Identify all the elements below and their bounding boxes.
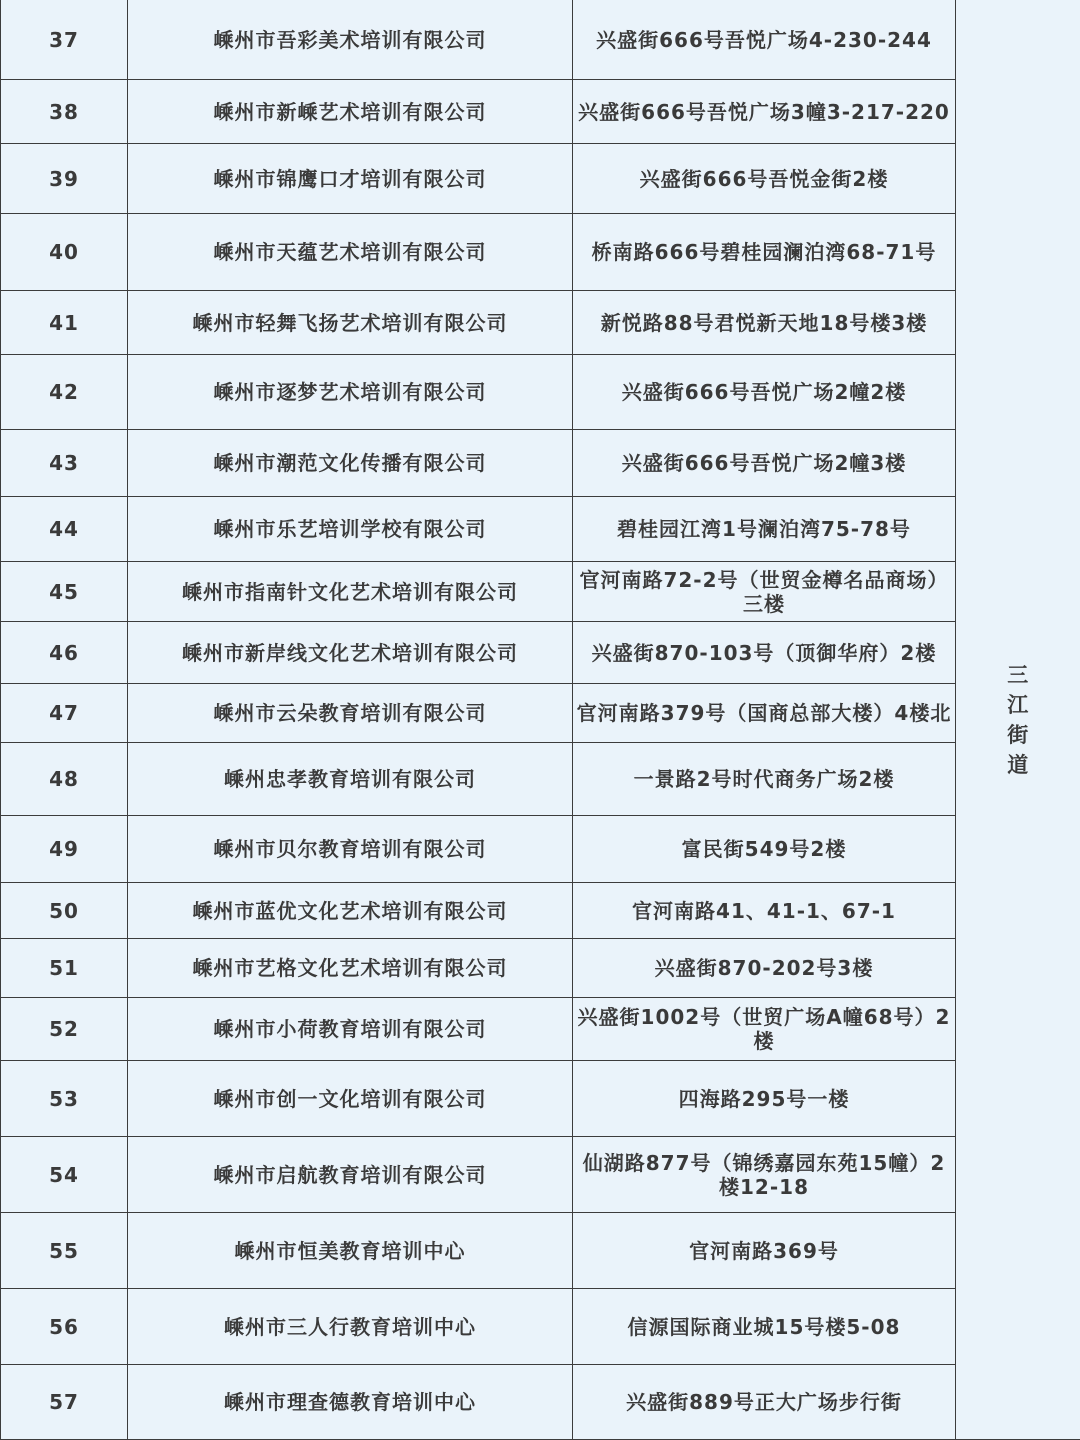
table-row xyxy=(1,998,1080,1061)
institution-name: 嵊州市三人行教育培训中心 xyxy=(128,1289,573,1365)
institution-address: 兴盛街666号吾悦广场2幢2楼 xyxy=(573,355,956,430)
table-row xyxy=(1,214,1080,291)
row-number: 52 xyxy=(1,998,128,1061)
table-row xyxy=(1,684,1080,743)
institution-name: 嵊州市恒美教育培训中心 xyxy=(128,1213,573,1289)
row-number: 38 xyxy=(1,80,128,144)
institution-name: 嵊州市潮范文化传播有限公司 xyxy=(128,430,573,497)
row-number: 51 xyxy=(1,939,128,998)
row-number: 40 xyxy=(1,214,128,291)
institution-name: 嵊州市贝尔教育培训有限公司 xyxy=(128,816,573,883)
row-number: 43 xyxy=(1,430,128,497)
table-row xyxy=(1,1213,1080,1289)
table-row xyxy=(1,883,1080,939)
row-number: 55 xyxy=(1,1213,128,1289)
row-number: 50 xyxy=(1,883,128,939)
institution-address: 信源国际商业城15号楼5-08 xyxy=(573,1289,956,1365)
institution-name: 嵊州市创一文化培训有限公司 xyxy=(128,1061,573,1137)
institution-name: 嵊州市吾彩美术培训有限公司 xyxy=(128,0,573,80)
institution-address: 兴盛街666号吾悦金街2楼 xyxy=(573,144,956,214)
institution-name: 嵊州市理查德教育培训中心 xyxy=(128,1365,573,1440)
institution-address: 兴盛街666号吾悦广场4-230-244 xyxy=(573,0,956,80)
institution-address: 兴盛街1002号（世贸广场A幢68号）2楼 xyxy=(573,998,956,1061)
table-row xyxy=(1,1289,1080,1365)
table-row xyxy=(1,562,1080,622)
table-row xyxy=(1,497,1080,562)
row-number: 39 xyxy=(1,144,128,214)
institution-name: 嵊州市云朵教育培训有限公司 xyxy=(128,684,573,743)
institution-address: 碧桂园江湾1号澜泊湾75-78号 xyxy=(573,497,956,562)
table-row xyxy=(1,144,1080,214)
institution-name: 嵊州市锦鹰口才培训有限公司 xyxy=(128,144,573,214)
row-number: 37 xyxy=(1,0,128,80)
institution-name: 嵊州市小荷教育培训有限公司 xyxy=(128,998,573,1061)
institution-name: 嵊州市新嵊艺术培训有限公司 xyxy=(128,80,573,144)
institution-address: 桥南路666号碧桂园澜泊湾68-71号 xyxy=(573,214,956,291)
row-number: 48 xyxy=(1,743,128,816)
row-number: 53 xyxy=(1,1061,128,1137)
institution-address: 一景路2号时代商务广场2楼 xyxy=(573,743,956,816)
district-cell xyxy=(956,0,1080,1440)
row-number: 49 xyxy=(1,816,128,883)
institution-address: 兴盛街889号正大广场步行街 xyxy=(573,1365,956,1440)
table-row xyxy=(1,355,1080,430)
institution-address: 兴盛街666号吾悦广场2幢3楼 xyxy=(573,430,956,497)
row-number: 54 xyxy=(1,1137,128,1213)
table-row xyxy=(1,816,1080,883)
row-number: 56 xyxy=(1,1289,128,1365)
institution-address: 富民街549号2楼 xyxy=(573,816,956,883)
table-row xyxy=(1,1365,1080,1440)
table-row xyxy=(1,1137,1080,1213)
institution-name: 嵊州市启航教育培训有限公司 xyxy=(128,1137,573,1213)
institution-name: 嵊州市指南针文化艺术培训有限公司 xyxy=(128,562,573,622)
table-row xyxy=(1,0,1080,80)
institution-address: 官河南路379号（国商总部大楼）4楼北 xyxy=(573,684,956,743)
institution-address: 兴盛街870-103号（顶御华府）2楼 xyxy=(573,622,956,684)
institution-address: 兴盛街666号吾悦广场3幢3-217-220 xyxy=(573,80,956,144)
row-number: 41 xyxy=(1,291,128,355)
table-row xyxy=(1,622,1080,684)
institution-name: 嵊州忠孝教育培训有限公司 xyxy=(128,743,573,816)
table-row xyxy=(1,80,1080,144)
row-number: 47 xyxy=(1,684,128,743)
row-number: 44 xyxy=(1,497,128,562)
institution-name: 嵊州市蓝优文化艺术培训有限公司 xyxy=(128,883,573,939)
table-row xyxy=(1,1061,1080,1137)
institution-name: 嵊州市天蕴艺术培训有限公司 xyxy=(128,214,573,291)
row-number: 57 xyxy=(1,1365,128,1440)
table-row xyxy=(1,430,1080,497)
institution-name: 嵊州市乐艺培训学校有限公司 xyxy=(128,497,573,562)
table-row xyxy=(1,291,1080,355)
institution-name: 嵊州市逐梦艺术培训有限公司 xyxy=(128,355,573,430)
table-row xyxy=(1,743,1080,816)
district-label: 三江街道 xyxy=(1007,662,1029,777)
row-number: 45 xyxy=(1,562,128,622)
institution-name: 嵊州市新岸线文化艺术培训有限公司 xyxy=(128,622,573,684)
institution-address: 官河南路369号 xyxy=(573,1213,956,1289)
institution-address: 四海路295号一楼 xyxy=(573,1061,956,1137)
row-number: 46 xyxy=(1,622,128,684)
institution-address: 官河南路41、41-1、67-1 xyxy=(573,883,956,939)
institution-address: 新悦路88号君悦新天地18号楼3楼 xyxy=(573,291,956,355)
institution-address: 仙湖路877号（锦绣嘉园东苑15幢）2楼12-18 xyxy=(573,1137,956,1213)
institution-address: 官河南路72-2号（世贸金樽名品商场）三楼 xyxy=(573,562,956,622)
table-row xyxy=(1,939,1080,998)
institution-name: 嵊州市轻舞飞扬艺术培训有限公司 xyxy=(128,291,573,355)
row-number: 42 xyxy=(1,355,128,430)
institution-address: 兴盛街870-202号3楼 xyxy=(573,939,956,998)
institution-name: 嵊州市艺格文化艺术培训有限公司 xyxy=(128,939,573,998)
